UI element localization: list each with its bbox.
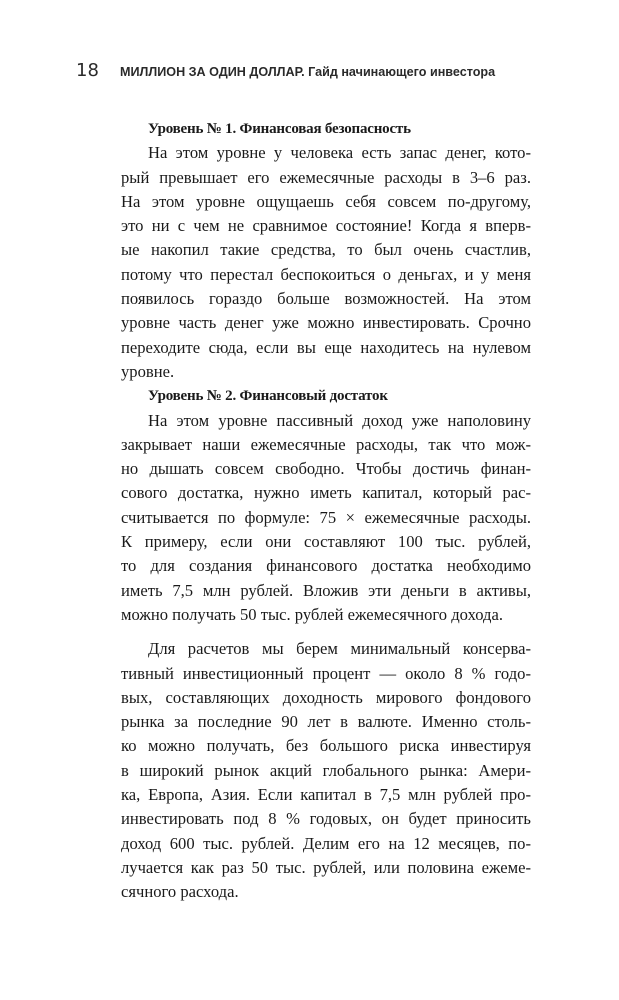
text-line: сячного расхода.	[121, 882, 239, 902]
text-line: появилось гораздо больше возможностей. На этом	[121, 289, 531, 309]
text-line: ые накопил такие средства, то был очень счастлив,	[121, 240, 531, 260]
text-line: Для расчетов мы берем минимальный консерва-	[148, 639, 531, 659]
text-line: закрывает наши ежемесячные расходы, так что мож-	[121, 434, 531, 454]
text-line: иметь 7,5 млн рублей. Вложив эти деньги в активы,	[121, 580, 531, 600]
paragraph-gap	[121, 627, 531, 637]
text-line: сового достатка, нужно иметь капитал, который рас-	[121, 483, 531, 503]
text-line: переходите сюда, если вы еще находитесь на нулевом	[121, 337, 531, 357]
text-line: К примеру, если они составляют 100 тыс. рублей,	[121, 532, 531, 552]
book-title: МИЛЛИОН ЗА ОДИН ДОЛЛАР. Гайд начинающего инвестора	[120, 65, 496, 79]
text-line: тивный инвестиционный процент — около 8 % годо-	[121, 663, 531, 683]
text-line: рый превышает его ежемесячные расходы в 3–6 раз.	[121, 167, 531, 187]
text-line: ка, Европа, Азия. Если капитал в 7,5 млн рублей про-	[121, 785, 531, 805]
text-line: уровне часть денег уже можно инвестировать. Срочно	[121, 313, 531, 333]
page-number: 18	[76, 60, 99, 81]
text-line: то для создания финансового достатка необходимо	[121, 556, 531, 576]
section-heading-level-1: Уровень № 1. Финансовая безопасность	[148, 121, 411, 137]
text-line: доход 600 тыс. рублей. Делим его на 12 месяцев, по-	[121, 833, 531, 853]
text-line: ко можно получать, без большого риска инвестируя	[121, 736, 531, 756]
text-line: На этом уровне у человека есть запас денег, кото-	[148, 143, 531, 163]
text-line: но дышать совсем свободно. Чтобы достичь финан-	[121, 459, 531, 479]
text-line: потому что перестал беспокоиться о деньгах, и у меня	[121, 264, 531, 284]
page-body	[121, 117, 531, 905]
running-head	[76, 60, 596, 86]
text-line: На этом уровне пассивный доход уже наполовину	[148, 410, 531, 430]
text-line: считывается по формуле: 75 × ежемесячные расходы.	[121, 507, 531, 527]
text-line: рынка за последние 90 лет в валюте. Именно столь-	[121, 712, 531, 732]
text-line: это ни с чем не сравнимое состояние! Когда я вперв-	[121, 216, 531, 236]
text-line: в широкий рынок акций глобального рынка: Амери-	[121, 760, 531, 780]
paragraph-level-1	[121, 141, 531, 384]
text-line: можно получать 50 тыс. рублей ежемесячного дохода.	[121, 604, 504, 624]
section-heading-level-2: Уровень № 2. Финансовый достаток	[148, 388, 388, 405]
text-line: лучается как раз 50 тыс. рублей, или половина ежеме-	[121, 857, 531, 877]
text-line: На этом уровне ощущаешь себя совсем по-другому,	[121, 191, 531, 211]
paragraph-level-2	[121, 409, 531, 628]
paragraph-calculation	[121, 637, 531, 904]
text-line: вых, составляющих доходность мирового фондового	[121, 687, 531, 707]
text-line: уровне.	[121, 361, 175, 381]
text-line: инвестировать под 8 % годовых, он будет приносить	[121, 809, 531, 829]
